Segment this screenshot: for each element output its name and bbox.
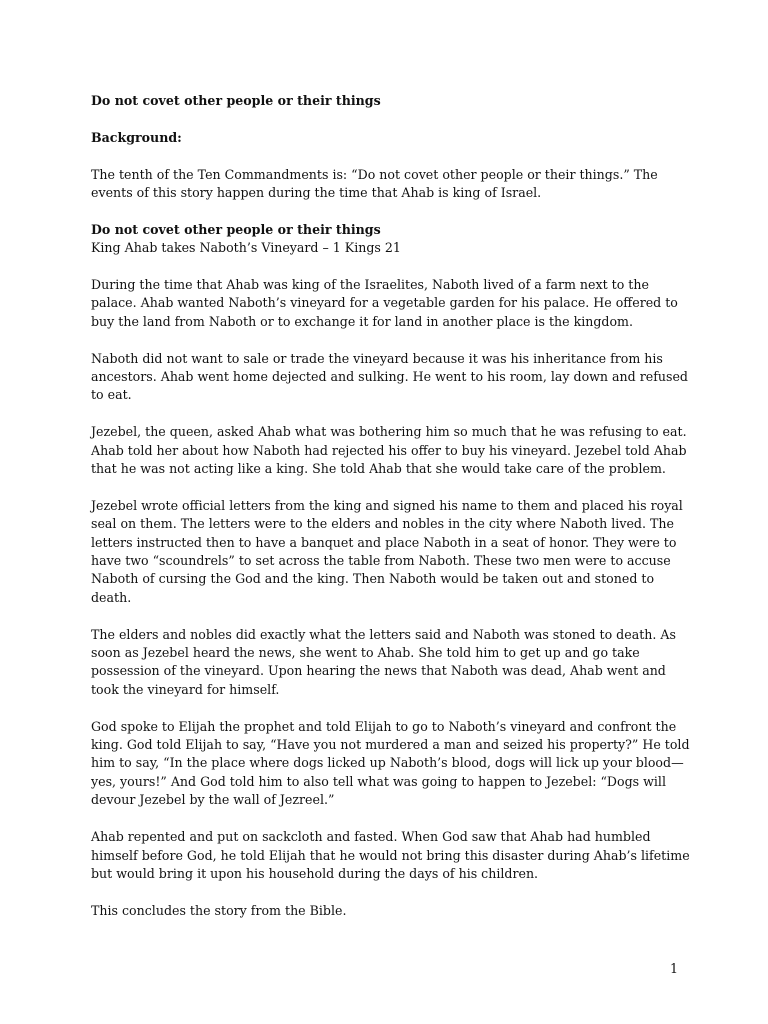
story-conclusion: This concludes the story from the Bible. — [91, 902, 347, 918]
story-paragraph-6: God spoke to Elijah the prophet and told Elijah to go to Naboth’s vineyard and confront the king. God told Elijah to say, “Have you not murdered a man and seized his property?” He told him to say, “In the place where dogs licked up Naboth’s blood, dogs will lick up your blood—yes, yours!” And God told him to also tell what was going to happen to Jezebel: “Dogs will devour Jezebel by the wall of Jezreel.” — [91, 718, 690, 808]
story-heading: Do not covet other people or their things — [91, 221, 381, 237]
story-paragraph-3: Jezebel, the queen, asked Ahab what was bothering him so much that he was refusing to eat. Ahab told her about how Naboth had rejected his offer to buy his vineyard. Jezebel told Ahab that he was not acting like a king. She told Ahab that she would take care of the problem. — [91, 424, 687, 477]
story-paragraph-5: The elders and nobles did exactly what the letters said and Naboth was stoned to death. As soon as Jezebel heard the news, she went to Ahab. She told him to get up and go take possession of the vineyard. Upon hearing the news that Naboth was dead, Ahab went and took the vineyard for himself. — [91, 626, 676, 697]
background-heading: Background: — [91, 129, 182, 145]
story-subheading: King Ahab takes Naboth’s Vineyard – 1 Kings 21 — [91, 240, 401, 256]
page-number: 1 — [669, 961, 678, 976]
document-page — [91, 92, 691, 920]
story-paragraph-2: Naboth did not want to sale or trade the vineyard because it was his inheritance from his ancestors. Ahab went home dejected and sulking. He went to his room, lay down and refused to eat. — [91, 350, 688, 403]
background-paragraph: The tenth of the Ten Commandments is: “Do not covet other people or their things.” The events of this story happen during the time that Ahab is king of Israel. — [91, 166, 658, 200]
story-paragraph-1: During the time that Ahab was king of the Israelites, Naboth lived of a farm next to the palace. Ahab wanted Naboth’s vineyard for a vegetable garden for his palace. He offered to buy the land from Naboth or to exchange it for land in another place is the kingdom. — [91, 277, 678, 329]
story-paragraph-7: Ahab repented and put on sackcloth and fasted. When God saw that Ahab had humbled himself before God, he told Elijah that he would not bring this disaster during Ahab’s lifetime but would bring it upon his household during the days of his children. — [91, 829, 690, 881]
story-paragraph-4: Jezebel wrote official letters from the king and signed his name to them and placed his royal seal on them. The letters were to the elders and nobles in the city where Naboth lived. The letters instructed then to have a banquet and place Naboth in a seat of honor. They were to have two “scoundrels” to set across the table from Naboth. These two men were to accuse Naboth of cursing the God and the king. Then Naboth would be taken out and stoned to death. — [91, 497, 683, 605]
document-title: Do not covet other people or their things — [91, 93, 381, 108]
